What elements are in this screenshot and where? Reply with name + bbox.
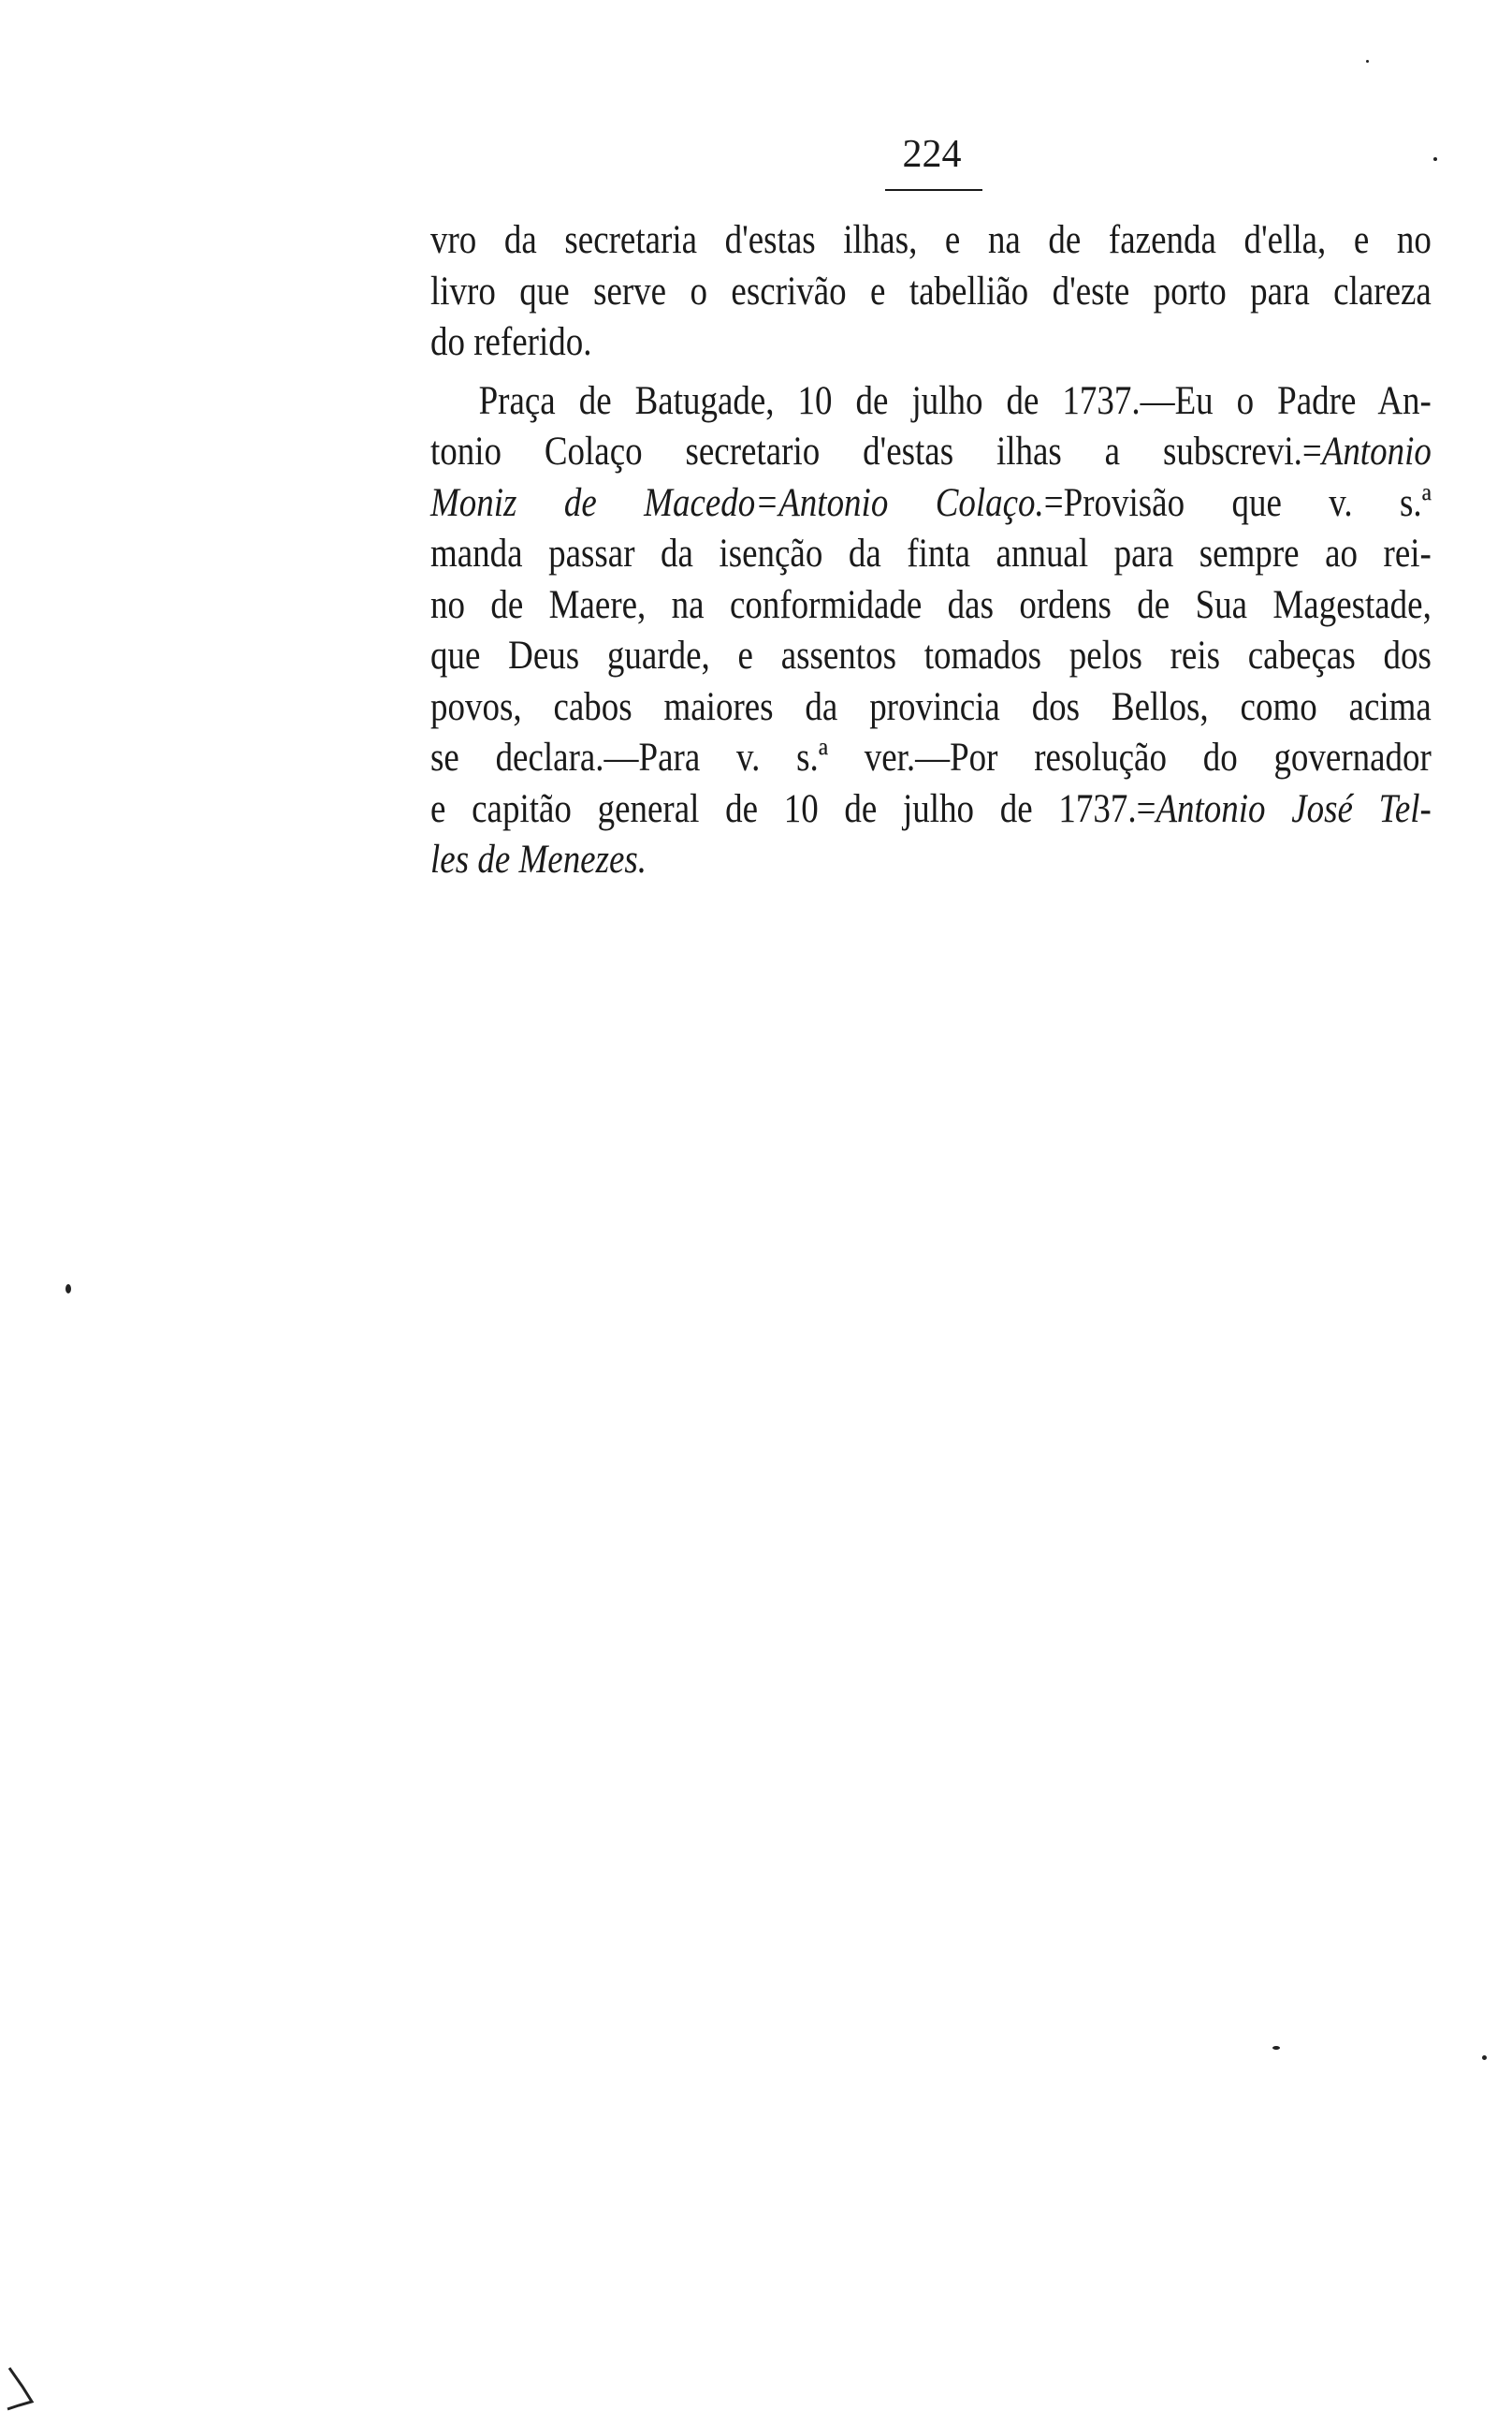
signature-name: Moniz de Macedo=Antonio Colaço. xyxy=(430,480,1044,525)
text-line xyxy=(430,784,1432,836)
scan-edge-mark xyxy=(0,2312,56,2411)
text-line xyxy=(430,478,1432,530)
page-number: 224 xyxy=(902,133,962,176)
text-segment: e capitão general de 10 de julho de 1737.= xyxy=(430,786,1156,831)
scan-speck xyxy=(1482,2055,1487,2060)
scan-speck xyxy=(65,1284,71,1293)
text-line: no de Maere, na conformidade das ordens de Sua Magestade, xyxy=(430,582,1432,627)
signature-name: Antonio José Tel- xyxy=(1156,786,1432,831)
paragraph-1 xyxy=(430,215,1432,369)
page-number-rule xyxy=(885,189,982,191)
text-line: Praça de Batugade, 10 de julho de 1737.—Eu o Padre An- xyxy=(478,378,1432,423)
scan-speck xyxy=(1272,2046,1280,2050)
scan-speck xyxy=(1366,60,1369,63)
text-line: manda passar da isenção da finta annual para sempre ao rei- xyxy=(430,532,1432,576)
text-line: que Deus guarde, e assentos tomados pelos reis cabeças dos xyxy=(430,634,1432,678)
text-line: do referido. xyxy=(430,320,592,364)
text-line: livro que serve o escrivão e tabellião d'este porto para clareza xyxy=(430,269,1432,314)
text-line xyxy=(430,427,1432,478)
text-line: povos, cabos maiores da provincia dos Bellos, como acima xyxy=(430,684,1432,729)
paragraph-2 xyxy=(430,376,1432,886)
text-segment: tonio Colaço secretario d'estas ilhas a subscrevi.= xyxy=(430,430,1322,474)
body-text xyxy=(430,215,1432,886)
text-segment: =Provisão que v. s.ª xyxy=(1043,480,1432,525)
signature-name: les de Menezes. xyxy=(430,838,647,882)
text-line: se declara.—Para v. s.ª ver.—Por resolução do governador xyxy=(430,736,1432,780)
text-line: vro da secretaria d'estas ilhas, e na de fazenda d'ella, e no xyxy=(430,218,1432,262)
signature-name: Antonio xyxy=(1321,430,1432,474)
scan-speck xyxy=(1433,157,1437,161)
text-line xyxy=(430,835,1432,886)
